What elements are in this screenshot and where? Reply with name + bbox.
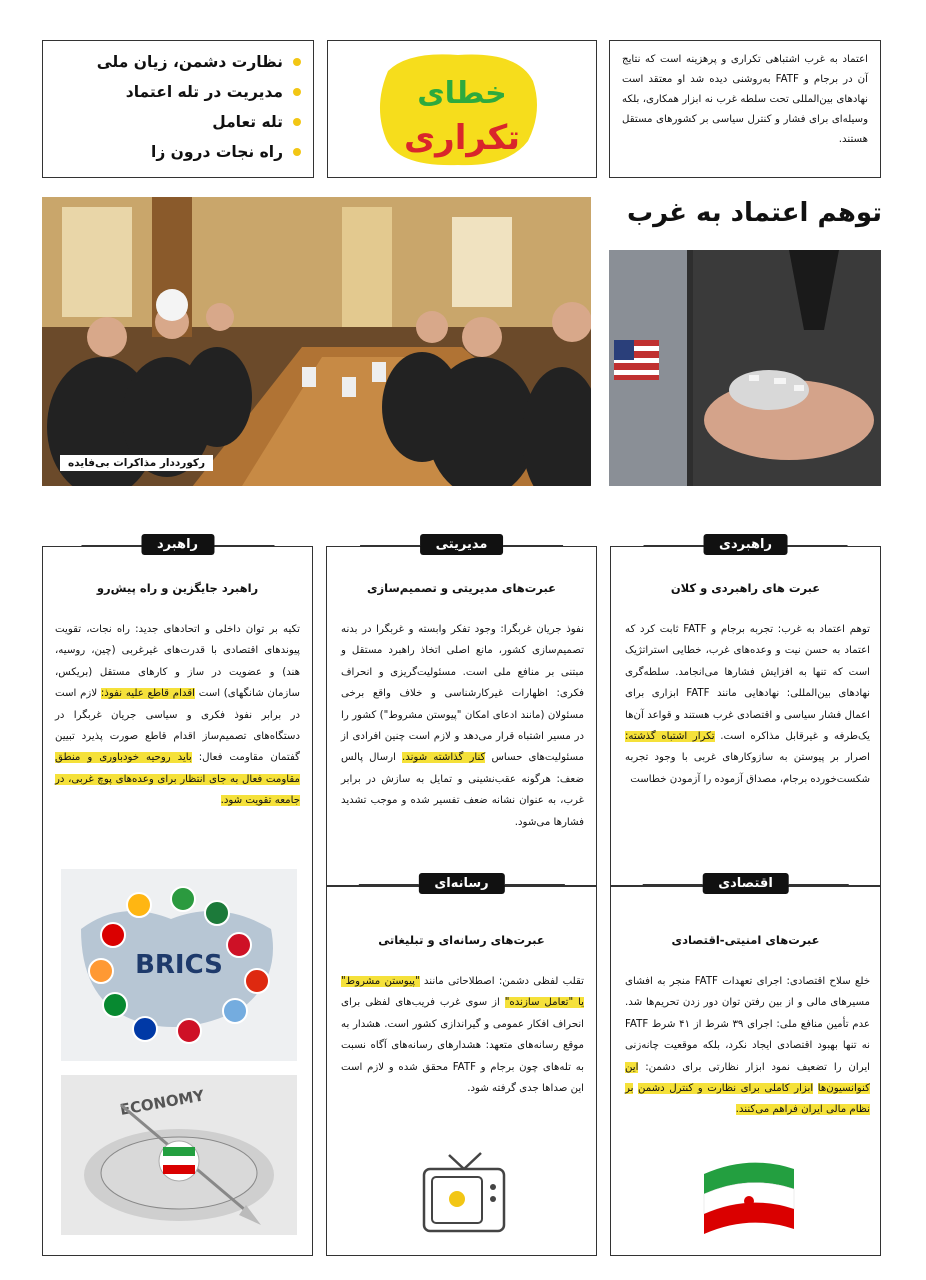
logo-box: [327, 40, 597, 178]
section-tag-strategic: راهبردی: [703, 534, 788, 555]
intro-text: اعتماد به غرب اشتباهی تکراری و پرهزینه است که نتایج آن در برجام و FATF به‌روشنی دیده شد او معتقد است نهادهای بین‌المللی تحت سلطه غرب نه ابزار همکاری، بلکه وسیله‌ای برای فشار و کنترل سیاسی بر کشورهای مستقل هستند.: [622, 54, 868, 145]
section-subtitle: راهبرد جایگزین و راه پیش‌رو: [96, 581, 259, 595]
photo-caption: رکورددار مذاکرات بی‌فایده: [60, 455, 213, 471]
logo-line2: تکراری: [403, 118, 521, 158]
column-strategic-economic: [610, 537, 881, 1256]
section-body: [341, 971, 584, 1099]
body-text: نفوذ جریان غربگرا: وجود تفکر وابسته و غربگرا در بدنه تصمیم‌سازی کشور، مانع اصلی اتخاذ راهبرد مستقل و مبتنی بر منافع ملی است. مسئولیت‌گریزی و انحراف فکری: اظهارات غیرکارشناسی و خلاف واقع برخی مسئولان (مانند ادعای امکان "پیوستن مشروط") کشور را در مسیر اشتباه قرار می‌دهد و لازم است چنین افرادی از مسئولیت‌های حساس: [341, 624, 584, 764]
brics-label: BRICS: [135, 950, 223, 980]
section-subtitle: عبرت‌های رسانه‌ای و تبلیغاتی: [378, 933, 545, 947]
body-text: سلطه‌گری نهادهای بین‌المللی: نهادهایی مانند FATF ابزاری برای اعمال فشار سیاسی و اقتصادی غرب هستند و قواعد آن‌ها یک‌طرفه و غیرقابل مذاکره است.: [625, 666, 870, 743]
highlight-text: "پیوستن مشروط" یا "تعامل سازنده": [341, 976, 584, 1009]
column-management-media: [326, 537, 597, 1256]
body-text: خلع سلاح اقتصادی: اجرای تعهدات FATF منجر به افشای مسیرهای مالی و از بین رفتن توان دور زدن تحریم‌ها شد. عدم تأمین منافع ملی: اجرای ۳۹ شرط از ۴۱ شرط FATF نه تنها بهبود اقتصادی ایجاد نکرد، بلکه موقعیت چانه‌زنی ایران را تضعیف نمود ابزار نظارتی برای دشمن:: [625, 976, 870, 1073]
intro-box: [609, 40, 881, 178]
economy-compass-image: [61, 1075, 297, 1235]
key-point: نظارت دشمن، زیان ملی: [55, 47, 301, 77]
section-subtitle: عبرت‌های امنیتی-اقتصادی: [671, 933, 820, 947]
key-point: مدیریت در تله اعتماد: [55, 77, 301, 107]
highlight-text: باید روحیه خودباوری و منطق مقاومت فعال به جای انتظار برای وعده‌های پوچ غربی، در جامعه تقویت شود.: [55, 752, 300, 807]
body-text: ارسال پالس ضعف: هرگونه عقب‌نشینی و تمایل به سازش در برابر غرب، به عنوان نشانه ضعف تفسیر شده و موجب تشدید فشارها می‌شود.: [341, 752, 584, 828]
highlight-text: کنار گذاشته شوند.: [401, 752, 486, 764]
highlight-text: ابزار کاملی برای نظارت و کنترل دشمن: [638, 1083, 814, 1095]
section-tag-management: مدیریتی: [420, 534, 504, 555]
body-text: تکیه بر توان داخلی و اتحادهای جدید: راه نجات، تقویت پیوندهای اقتصادی با قدرت‌های غیرغربی (چین، روسیه، هند) و عضویت در ساز و کارهای مستقل (بریکس، سازمان شانگهای) است: [55, 624, 300, 700]
highlight-text: اقدام قاطع علیه نفوذ:: [100, 688, 195, 700]
highlight-text: تکرار اشتباه گذشته:: [625, 731, 715, 743]
section-tag-economic: اقتصادی: [702, 873, 789, 894]
column-strategy: [42, 537, 313, 1256]
key-point: تله تعامل: [55, 107, 301, 137]
body-text: لازم است در برابر نفوذ فکری و سیاسی جریان غربگرا در دستگاه‌های تصمیم‌ساز اقدام قاطع صورت پذیرد تبیین گفتمان مقاومت فعال:: [55, 688, 300, 764]
section-body: [341, 619, 584, 833]
body-text: تقلب لفظی دشمن: اصطلاحاتی مانند: [423, 976, 584, 987]
section-body: [625, 619, 870, 790]
economy-label: ECONOMY: [118, 1086, 206, 1119]
body-text: توهم اعتماد به غرب: تجربه برجام و FATF ثابت کرد که اعتماد به حسن نیت و وعده‌های غرب، خطایی استراتژیک است که تنها به افزایش فشارها می‌انجامد.: [625, 624, 870, 678]
section-tag-media: رسانه‌ای: [418, 873, 504, 894]
highlight-text: این کنوانسیون‌ها: [625, 1061, 870, 1095]
highlight-text: بر نظام مالی ایران فراهم می‌کنند.: [625, 1083, 870, 1116]
body-text: از سوی غرب فریب‌های لفظی برای انحراف افکار عمومی و گیراندازی کشور است. هشدار به موقع رسانه‌های متعهد: هشدارهای رسانه‌های آگاه نسبت به تله‌های چون برجام و FATF محقق شده و لازم است این صداها جدی گرفته شود.: [341, 997, 584, 1095]
section-subtitle: عبرت‌های مدیریتی و تصمیم‌سازی: [367, 581, 556, 595]
collage-photo: [609, 250, 881, 486]
iran-flag-icon: [699, 1159, 799, 1235]
key-points-box: [42, 40, 314, 178]
section-body: [625, 971, 870, 1121]
logo-graphic: [328, 41, 596, 177]
tv-icon: [419, 1151, 509, 1237]
section-tag-strategy: راهبرد: [141, 534, 214, 555]
body-text: اصرار بر پیوستن به سازوکارهای غربی با وجود تجربه شکست‌خورده برجام، مصداق آزموده را آزمودن خطاست: [625, 752, 870, 785]
section-body: [55, 619, 300, 812]
page-headline: توهم اعتماد به غرب: [626, 198, 882, 228]
section-subtitle: عبرت‌ های راهبردی و کلان: [670, 581, 821, 595]
logo-line1: خطای: [417, 76, 507, 111]
brics-map-image: [61, 869, 297, 1061]
key-point: راه نجات درون زا: [55, 137, 301, 167]
negotiation-photo: [42, 197, 591, 486]
